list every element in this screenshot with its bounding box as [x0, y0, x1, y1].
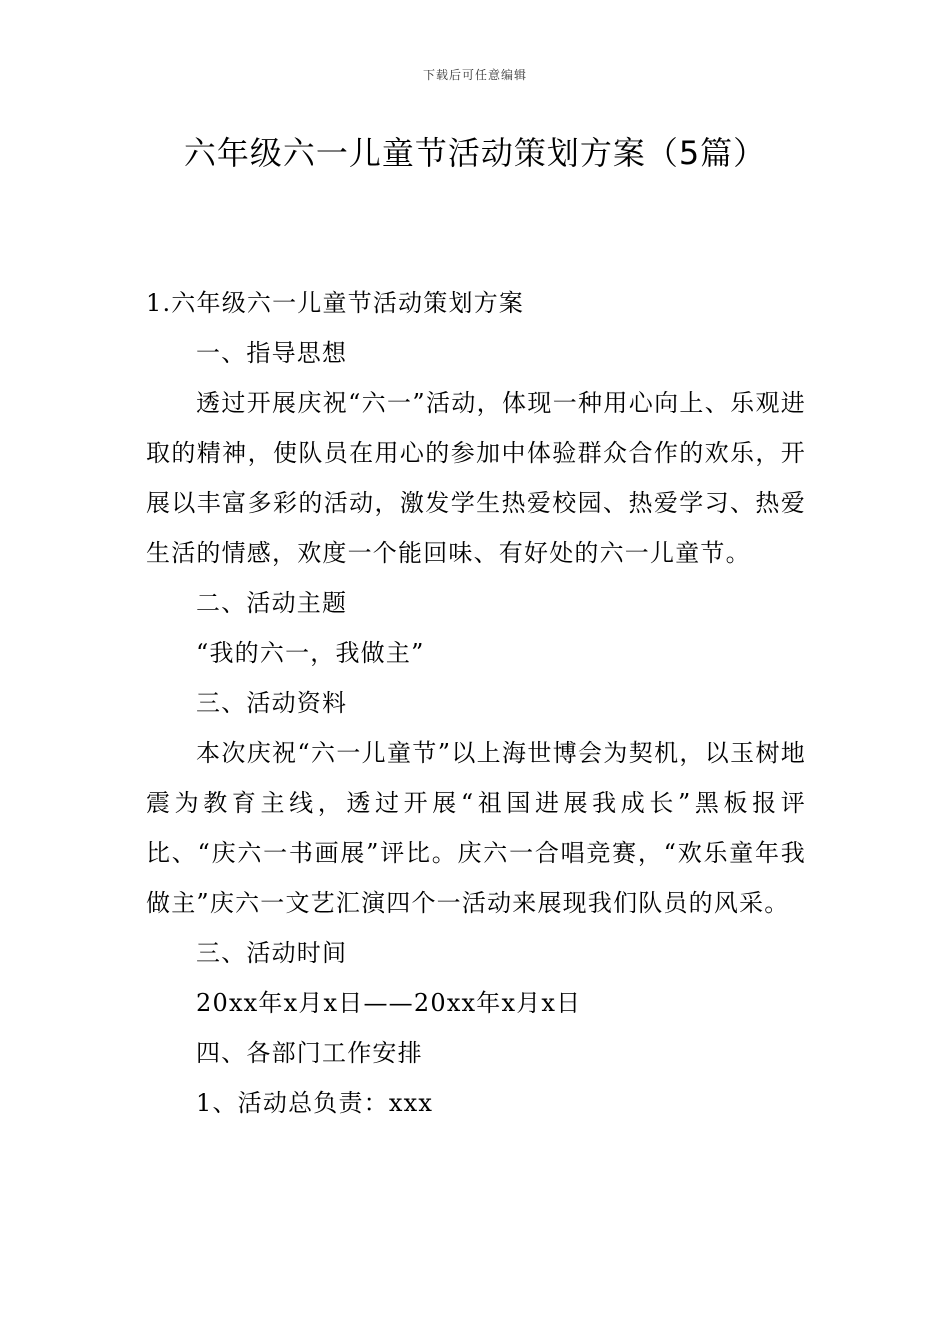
subsection-heading: 三、活动资料: [196, 689, 348, 717]
document-body: [146, 278, 806, 1128]
body-paragraph: “我的六一，我做主”: [196, 639, 425, 667]
subsection-heading: 二、活动主题: [196, 589, 348, 617]
body-paragraph: 20xx年x月x日——20xx年x月x日: [196, 989, 582, 1017]
header-note: 下载后可任意编辑: [422, 68, 527, 82]
section-heading: 1.六年级六一儿童节活动策划方案: [146, 289, 525, 317]
body-paragraph: 本次庆祝“六一儿童节”以上海世博会为契机，以玉树地震为教育主线，透过开展“祖国进展我成长”黑板报评比、“庆六一书画展”评比。庆六一合唱竞赛，“欢乐童年我做主”庆六一文艺汇演四个一活动来展现我们队员的风采。: [146, 739, 806, 917]
document-title: 六年级六一儿童节活动策划方案（5篇）: [183, 134, 767, 172]
subsection-heading: 三、活动时间: [196, 939, 348, 967]
subsection-heading: 一、指导思想: [196, 339, 348, 367]
subsection-heading: 四、各部门工作安排: [196, 1039, 423, 1067]
body-paragraph: 透过开展庆祝“六一”活动，体现一种用心向上、乐观进取的精神，使队员在用心的参加中体验群众合作的欢乐，开展以丰富多彩的活动，激发学生热爱校园、热爱学习、热爱生活的情感，欢度一个能回味、有好处的六一儿童节。: [146, 389, 806, 567]
body-paragraph: 1、活动总负责：xxx: [196, 1089, 434, 1117]
